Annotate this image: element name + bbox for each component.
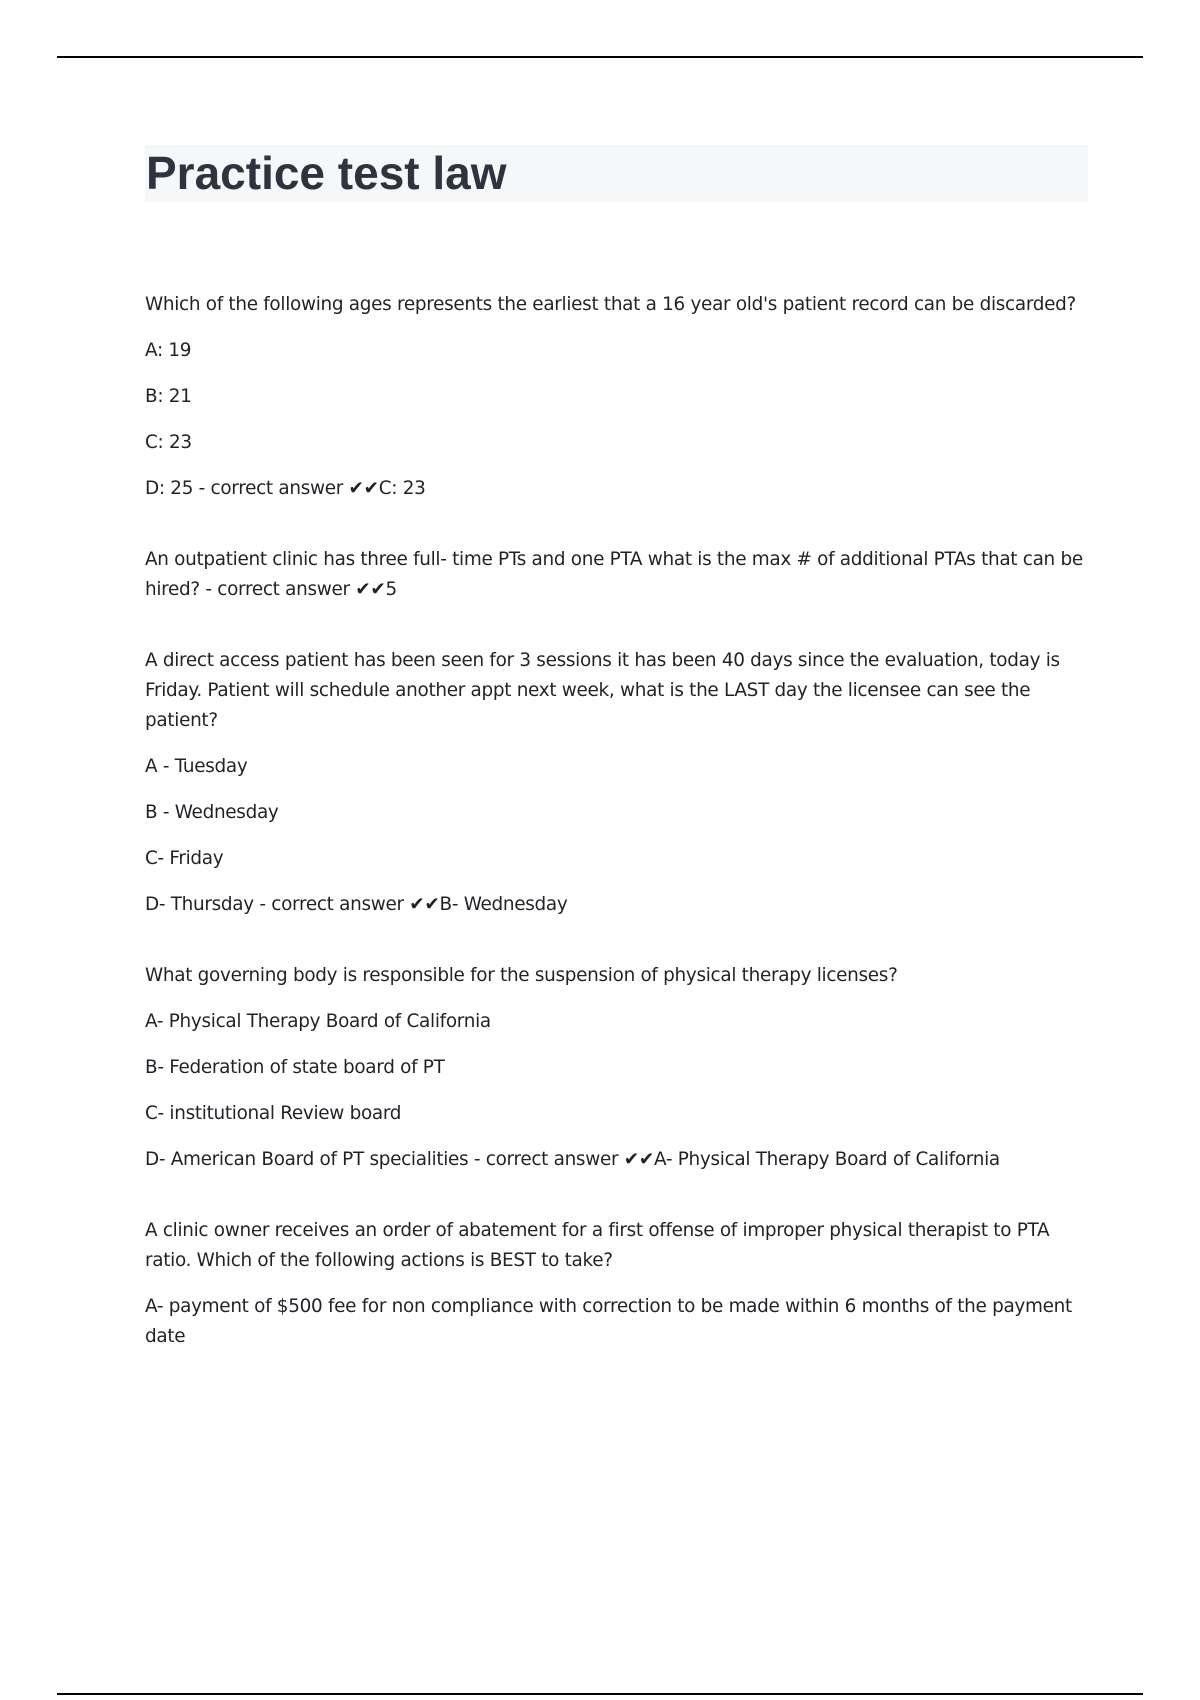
question-block xyxy=(145,1216,1090,1352)
answer-option: A- Physical Therapy Board of California xyxy=(145,1011,491,1032)
answer-option: D- Thursday - correct answer ✔✔B- Wednesday xyxy=(145,894,568,915)
question-block xyxy=(145,545,1090,605)
question-prompt: What governing body is responsible for the suspension of physical therapy licenses? xyxy=(145,965,898,986)
document-title: Practice test law xyxy=(146,147,507,199)
answer-option: D- American Board of PT specialities - correct answer ✔✔A- Physical Therapy Board of California xyxy=(145,1149,1000,1170)
bottom-divider xyxy=(57,1693,1143,1695)
question-prompt: A clinic owner receives an order of abatement for a first offense of improper physical therapist to PTA ratio. Which of the following actions is BEST to take? xyxy=(145,1220,1050,1271)
answer-option: A - Tuesday xyxy=(145,756,248,777)
answer-option: C- institutional Review board xyxy=(145,1103,402,1124)
top-divider xyxy=(57,56,1143,58)
answer-option: B - Wednesday xyxy=(145,802,279,823)
answer-option: C- Friday xyxy=(145,848,224,869)
question-block xyxy=(145,290,1090,504)
question-prompt: A direct access patient has been seen for 3 sessions it has been 40 days since the evaluation, today is Friday. Patient will schedule another appt next week, what is the LAST day the licensee can see the patient? xyxy=(145,650,1060,731)
question-prompt: Which of the following ages represents the earliest that a 16 year old's patient record can be discarded? xyxy=(145,294,1076,315)
question-block xyxy=(145,961,1090,1175)
question-prompt: An outpatient clinic has three full- time PTs and one PTA what is the max # of additional PTAs that can be hired? - correct answer ✔✔5 xyxy=(145,549,1083,600)
answer-option: B- Federation of state board of PT xyxy=(145,1057,445,1078)
answer-option: C: 23 xyxy=(145,432,192,453)
answer-option: B: 21 xyxy=(145,386,192,407)
answer-option: A: 19 xyxy=(145,340,192,361)
answer-option: D: 25 - correct answer ✔✔C: 23 xyxy=(145,478,426,499)
answer-option: A- payment of $500 fee for non compliance with correction to be made within 6 months of the payment date xyxy=(145,1296,1072,1347)
title-banner xyxy=(145,145,1088,202)
question-block xyxy=(145,646,1090,920)
document-body xyxy=(145,290,1090,1393)
